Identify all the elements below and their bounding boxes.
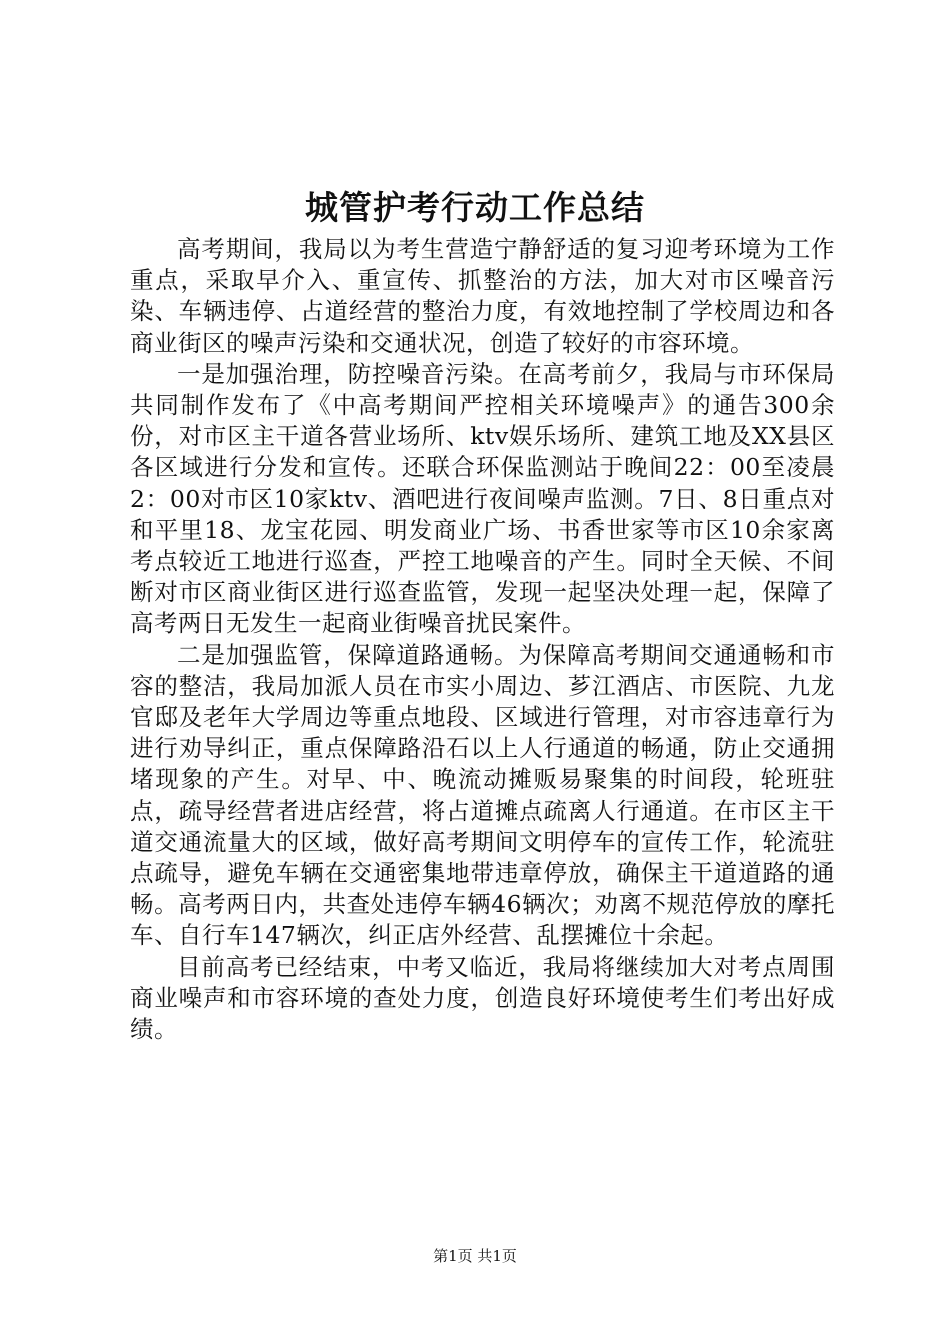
paragraph-traffic-supervision: 二是加强监管，保障道路通畅。为保障高考期间交通通畅和市容的整洁，我局加派人员在市实小周边、芗江酒店、市医院、九龙官邸及老年大学周边等重点地段、区域进行管理，对市容违章行为进行劝导纠正，重点保障路沿石以上人行通道的畅通，防止交通拥堵现象的产生。对早、中、晚流动摊贩易聚集的时间段，轮班驻点，疏导经营者进店经营，将占道摊点疏离人行通道。在市区主干道交通流量大的区域，做好高考期间文明停车的宣传工作，轮流驻点疏导，避免车辆在交通密集地带违章停放，确保主干道道路的通畅。高考两日内，共查处违停车辆46辆次；劝离不规范停放的摩托车、自行车147辆次，纠正店外经营、乱摆摊位十余起。 (130, 640, 835, 950)
page-footer: 第1页 共1页 (433, 1247, 517, 1265)
paragraph-conclusion: 目前高考已经结束，中考又临近，我局将继续加大对考点周围商业噪声和市容环境的查处力度，创造良好环境使考生们考出好成绩。 (130, 952, 835, 1044)
document-body (130, 234, 835, 1045)
paragraph-intro: 高考期间，我局以为考生营造宁静舒适的复习迎考环境为工作重点，采取早介入、重宣传、抓整治的方法，加大对市区噪音污染、车辆违停、占道经营的整治力度，有效地控制了学校周边和各商业街区的噪声污染和交通状况，创造了较好的市容环境。 (130, 235, 835, 357)
document-title: 城管护考行动工作总结 (305, 188, 645, 227)
paragraph-noise-control: 一是加强治理，防控噪音污染。在高考前夕，我局与市环保局共同制作发布了《中高考期间严控相关环境噪声》的通告300余份，对市区主干道各营业场所、ktv娱乐场所、建筑工地及XX县区各区域进行分发和宣传。还联合环保监测站于晚间22：00至凌晨2：00对市区10家ktv、酒吧进行夜间噪声监测。7日、8日重点对和平里18、龙宝花园、明发商业广场、书香世家等市区10余家离考点较近工地进行巡查，严控工地噪音的产生。同时全天候、不间断对市区商业街区进行巡查监管，发现一起坚决处理一起，保障了高考两日无发生一起商业街噪音扰民案件。 (130, 359, 835, 638)
